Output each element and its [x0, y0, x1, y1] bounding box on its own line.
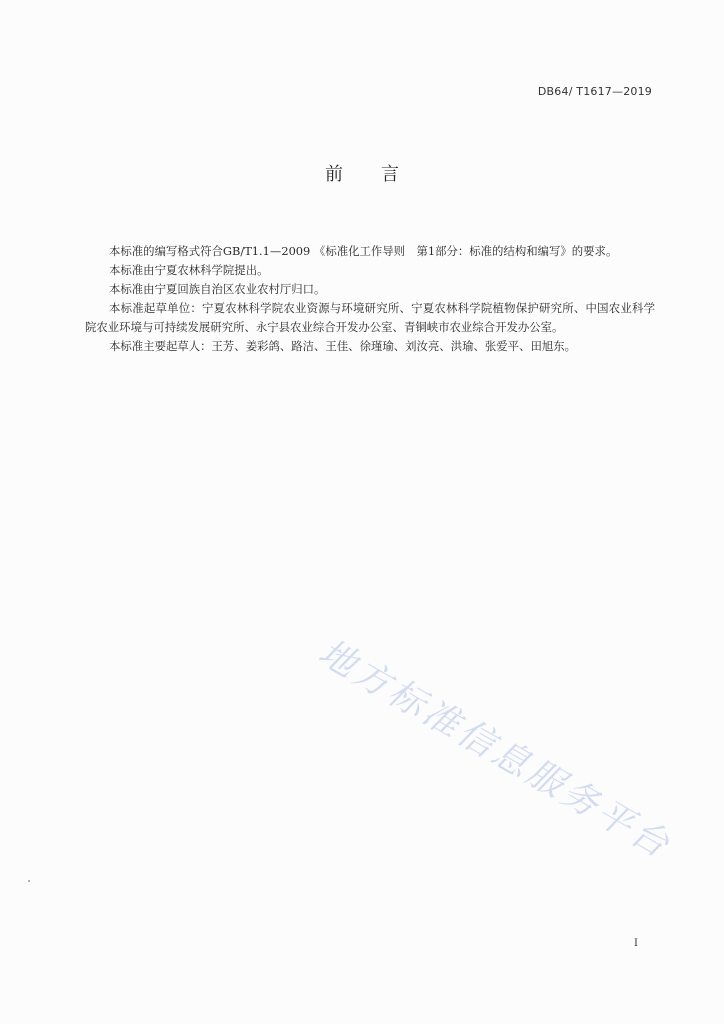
scan-speck: [28, 880, 30, 882]
paragraph-administrator: 本标准由宁夏回族自治区农业农村厅归口。: [109, 282, 326, 296]
preface-body: [85, 242, 655, 356]
page-number: I: [634, 938, 638, 949]
standard-code: DB64/ T1617—2019: [537, 85, 652, 98]
paragraph-proposer: 本标准由宁夏农林科学院提出。: [109, 263, 269, 277]
page-title: 前言: [325, 164, 437, 185]
paragraph-format: 本标准的编写格式符合GB/T1.1—2009 《标准化工作导则 第1部分：标准的结构和编写》的要求。: [109, 244, 618, 258]
watermark: 地方标准信息服务平台: [311, 631, 679, 868]
paragraph-drafters: 本标准主要起草人：王芳、姜彩鸽、路洁、王佳、徐瑾瑜、刘汝亮、洪瑜、张爱平、田旭东。: [109, 339, 577, 353]
paragraph-drafting-units: 本标准起草单位：宁夏农林科学院农业资源与环境研究所、宁夏农林科学院植物保护研究所、中国农业科学院农业环境与可持续发展研究所、永宁县农业综合开发办公室、青铜峡市农业综合开发办公室。: [85, 301, 655, 334]
